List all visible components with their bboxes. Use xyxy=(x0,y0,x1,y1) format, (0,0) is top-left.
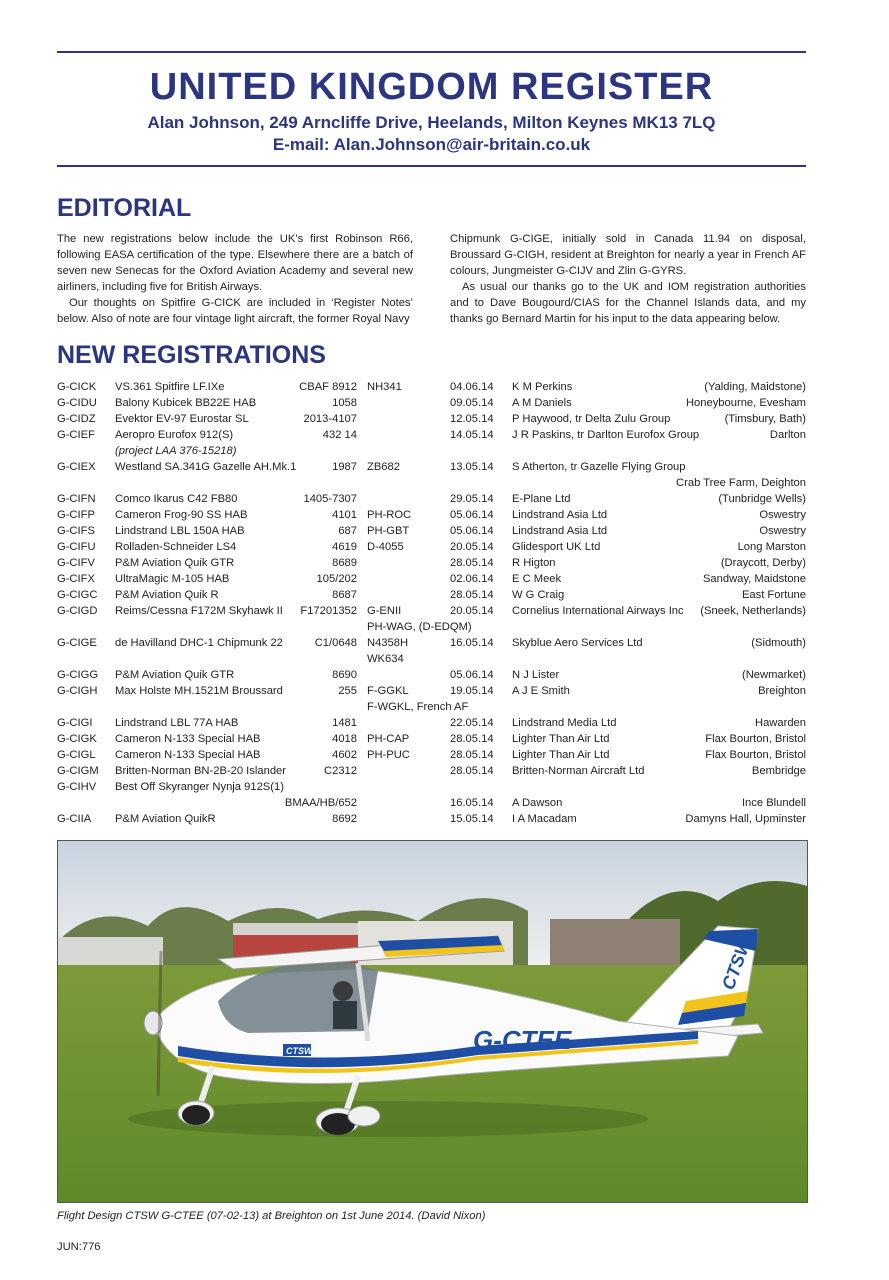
editorial-paragraph-1: The new registrations below include the UK’s first Robinson R66, following EASA certification of the type. Elsewhere there are a batch of seven new Senecas for the Oxford Aviation Academy and several new airliners, including five for British Airways. xyxy=(57,233,413,293)
location-cell: Long Marston xyxy=(737,541,806,553)
registration-cell: G-CIFV xyxy=(57,557,95,569)
registration-date-cell: 16.05.14 xyxy=(450,797,494,809)
registration-date-cell: 15.05.14 xyxy=(450,813,494,825)
previous-identity-cell: NH341 xyxy=(367,381,402,393)
registration-date-cell: 28.05.14 xyxy=(450,749,494,761)
location-cell: East Fortune xyxy=(741,589,806,601)
owner-cell: A Dawson xyxy=(512,797,563,809)
table-row xyxy=(57,811,806,827)
location-cell: (Draycott, Derby) xyxy=(720,557,806,569)
previous-identity-cell: PH-GBT xyxy=(367,525,410,537)
constructor-number-cell: 255 xyxy=(338,685,357,697)
registration-cell: G-CIFP xyxy=(57,509,95,521)
table-row xyxy=(57,491,806,507)
constructor-number-cell: 4101 xyxy=(332,509,357,521)
constructor-number-cell: 4018 xyxy=(332,733,357,745)
table-row xyxy=(57,587,806,603)
table-row xyxy=(57,699,806,715)
table-row xyxy=(57,731,806,747)
location-cell: Bembridge xyxy=(751,765,806,777)
tail-marking: CTSW xyxy=(717,935,755,993)
owner-cell: I A Macadam xyxy=(512,813,577,825)
table-row xyxy=(57,795,806,811)
owner-cell: K M Perkins xyxy=(512,381,573,393)
owner-cell: A M Daniels xyxy=(512,397,572,409)
owner-cell: Lindstrand Media Ltd xyxy=(512,717,617,729)
aircraft-type-cell: Reims/Cessna F172M Skyhawk II xyxy=(115,605,283,617)
owner-cell: Lindstrand Asia Ltd xyxy=(512,525,608,537)
header-bottom-rule xyxy=(57,165,806,167)
aircraft-type-cell: Lindstrand LBL 150A HAB xyxy=(115,525,245,537)
registration-date-cell: 28.05.14 xyxy=(450,765,494,777)
registration-cell: G-CIGM xyxy=(57,765,99,777)
constructor-number-cell: BMAA/HB/652 xyxy=(284,797,357,809)
aircraft-type-cell: P&M Aviation Quik R xyxy=(115,589,219,601)
registration-date-cell: 14.05.14 xyxy=(450,429,494,441)
location-cell: (Yalding, Maidstone) xyxy=(704,381,806,393)
registration-cell: G-CIGL xyxy=(57,749,96,761)
registration-cell: G-CIGH xyxy=(57,685,98,697)
editorial-paragraph-2-part-2: Chipmunk G-CIGE, initially sold in Canada 11.94 on disposal, Broussard G-CIGH, resident at Breighton for nearly a year in French AF colours, Jungmeister G-CIJV and Zlin G-GYRS. xyxy=(450,233,806,277)
registration-date-cell: 16.05.14 xyxy=(450,637,494,649)
editor-email: E-mail: Alan.Johnson@air-britain.co.uk xyxy=(272,135,591,154)
table-row xyxy=(57,379,806,395)
location-cell: (Timsbury, Bath) xyxy=(724,413,806,425)
aircraft-type-cell: Max Holste MH.1521M Broussard xyxy=(115,685,283,697)
registration-date-cell: 05.06.14 xyxy=(450,525,494,537)
previous-identity-cell: WK634 xyxy=(367,653,404,665)
location-cell: Damyns Hall, Upminster xyxy=(685,813,806,825)
registration-cell: G-CIGI xyxy=(57,717,93,729)
constructor-number-cell: C1/0648 xyxy=(314,637,357,649)
previous-identity-cell: ZB682 xyxy=(367,461,400,473)
owner-cell: R Higton xyxy=(512,557,556,569)
aircraft-type-cell: VS.361 Spitfire LF.IXe xyxy=(115,381,225,393)
owner-cell: J R Paskins, tr Darlton Eurofox Group xyxy=(512,429,700,441)
constructor-number-cell: 4602 xyxy=(332,749,357,761)
aircraft-type-cell: Evektor EV-97 Eurostar SL xyxy=(115,413,249,425)
registration-date-cell: 20.05.14 xyxy=(450,605,494,617)
registration-date-cell: 28.05.14 xyxy=(450,589,494,601)
location-cell: Hawarden xyxy=(755,717,806,729)
aircraft-type-cell: (project LAA 376-15218) xyxy=(115,445,237,457)
owner-cell: Lighter Than Air Ltd xyxy=(512,733,610,745)
table-row xyxy=(57,667,806,683)
registration-cell: G-CIGE xyxy=(57,637,97,649)
constructor-number-cell: 1058 xyxy=(332,397,357,409)
registration-cell: G-CIGC xyxy=(57,589,98,601)
aircraft-type-cell: UltraMagic M-105 HAB xyxy=(115,573,230,585)
previous-identity-cell: G-ENII xyxy=(367,605,402,617)
table-row xyxy=(57,571,806,587)
registration-cell: G-CIGK xyxy=(57,733,97,745)
registration-cell: G-CIIA xyxy=(57,813,92,825)
constructor-number-cell: 105/202 xyxy=(316,573,357,585)
aircraft-type-cell: Best Off Skyranger Nynja 912S(1) xyxy=(115,781,284,793)
location-cell: Honeybourne, Evesham xyxy=(685,397,806,409)
location-cell: (Newmarket) xyxy=(741,669,806,681)
table-row xyxy=(57,651,806,667)
registration-marking: G-CTEE xyxy=(473,1025,572,1055)
previous-identity-cell: D-4055 xyxy=(367,541,404,553)
aircraft-type-cell: Aeropro Eurofox 912(S) xyxy=(115,429,234,441)
owner-cell: Glidesport UK Ltd xyxy=(512,541,601,553)
aircraft-type-cell: Rolladen-Schneider LS4 xyxy=(115,541,237,553)
owner-cell: P Haywood, tr Delta Zulu Group xyxy=(512,413,671,425)
aircraft-type-cell: Cameron N-133 Special HAB xyxy=(115,733,261,745)
editorial-column-right xyxy=(450,231,806,327)
constructor-number-cell: 8687 xyxy=(332,589,357,601)
previous-identity-cell: PH-CAP xyxy=(367,733,410,745)
table-row xyxy=(57,411,806,427)
location-cell: Flax Bourton, Bristol xyxy=(705,733,806,745)
owner-cell: S Atherton, tr Gazelle Flying Group xyxy=(512,461,686,473)
table-row xyxy=(57,443,806,459)
location-cell: Ince Blundell xyxy=(741,797,806,809)
registration-date-cell: 13.05.14 xyxy=(450,461,494,473)
registration-date-cell: 20.05.14 xyxy=(450,541,494,553)
registration-date-cell: 05.06.14 xyxy=(450,669,494,681)
table-row xyxy=(57,459,806,475)
page-title: UNITED KINGDOM REGISTER xyxy=(149,66,714,108)
registration-cell: G-CIFU xyxy=(57,541,96,553)
registration-cell: G-CIFN xyxy=(57,493,96,505)
owner-cell: Skyblue Aero Services Ltd xyxy=(512,637,643,649)
table-row xyxy=(57,395,806,411)
previous-identity-cell: PH-WAG, (D-EDQM) xyxy=(367,621,472,633)
previous-identity-cell: PH-ROC xyxy=(367,509,412,521)
photo-caption: Flight Design CTSW G-CTEE (07-02-13) at Breighton on 1st June 2014. (David Nixon) xyxy=(57,1210,486,1222)
constructor-number-cell: 8689 xyxy=(332,557,357,569)
constructor-number-cell: 1987 xyxy=(332,461,357,473)
editorial-column-left xyxy=(57,231,413,327)
owner-cell: Lindstrand Asia Ltd xyxy=(512,509,608,521)
table-row xyxy=(57,539,806,555)
registration-cell: G-CICK xyxy=(57,381,97,393)
owner-cell: N J Lister xyxy=(512,669,560,681)
constructor-number-cell: F17201352 xyxy=(300,605,357,617)
registration-cell: G-CIDU xyxy=(57,397,97,409)
table-row xyxy=(57,619,806,635)
constructor-number-cell: C2312 xyxy=(324,765,357,777)
aircraft-type-cell: P&M Aviation Quik GTR xyxy=(115,669,235,681)
table-row xyxy=(57,507,806,523)
constructor-number-cell: 432 14 xyxy=(322,429,357,441)
editorial-paragraph-2-part-1: Our thoughts on Spitfire G-CICK are included in ‘Register Notes’ below. Also of note are four vintage light aircraft, the former Royal Navy xyxy=(57,297,413,325)
owner-cell: Lighter Than Air Ltd xyxy=(512,749,610,761)
table-row xyxy=(57,555,806,571)
table-row xyxy=(57,779,806,795)
registration-cell: G-CIDZ xyxy=(57,413,96,425)
constructor-number-cell: 1481 xyxy=(332,717,357,729)
registration-date-cell: 28.05.14 xyxy=(450,557,494,569)
editor-address: Alan Johnson, 249 Arncliffe Drive, Heelands, Milton Keynes MK13 7LQ xyxy=(147,113,716,132)
location-cell: Sandway, Maidstone xyxy=(702,573,806,585)
location-cell: Flax Bourton, Bristol xyxy=(705,749,806,761)
table-row xyxy=(57,747,806,763)
constructor-number-cell: 8690 xyxy=(332,669,357,681)
aircraft-photo xyxy=(57,840,808,1203)
aircraft-type-cell: Balony Kubicek BB22E HAB xyxy=(115,397,257,409)
aircraft-type-cell: de Havilland DHC-1 Chipmunk 22 xyxy=(115,637,283,649)
aircraft-type-cell: Cameron N-133 Special HAB xyxy=(115,749,261,761)
owner-cell: E-Plane Ltd xyxy=(512,493,571,505)
registration-cell: G-CIEX xyxy=(57,461,96,473)
location-cell: (Sidmouth) xyxy=(751,637,806,649)
previous-identity-cell: N4358H xyxy=(367,637,409,649)
registration-cell: G-CIFS xyxy=(57,525,95,537)
owner-cell: W G Craig xyxy=(512,589,565,601)
aircraft-type-cell: Britten-Norman BN-2B-20 Islander xyxy=(115,765,286,777)
location-cell: (Tunbridge Wells) xyxy=(718,493,806,505)
previous-identity-cell: F-WGKL, French AF xyxy=(367,701,469,713)
aircraft-type-cell: Cameron Frog-90 SS HAB xyxy=(115,509,248,521)
aircraft-type-cell: Westland SA.341G Gazelle AH.Mk.1 xyxy=(115,461,297,473)
previous-identity-cell: F-GGKL xyxy=(367,685,409,697)
registrations-table xyxy=(57,379,806,827)
owner-cell: E C Meek xyxy=(512,573,562,585)
constructor-number-cell: 8692 xyxy=(332,813,357,825)
page-folio: JUN:776 xyxy=(57,1241,101,1253)
location-cell: Darlton xyxy=(769,429,806,441)
registration-date-cell: 28.05.14 xyxy=(450,733,494,745)
fuselage-badge: CTSW xyxy=(286,1046,313,1056)
owner-cell: A J E Smith xyxy=(512,685,570,697)
table-row xyxy=(57,683,806,699)
table-row xyxy=(57,763,806,779)
owner-cell: Cornelius International Airways Inc xyxy=(512,605,684,617)
registration-date-cell: 19.05.14 xyxy=(450,685,494,697)
registration-date-cell: 29.05.14 xyxy=(450,493,494,505)
registration-cell: G-CIFX xyxy=(57,573,95,585)
constructor-number-cell: 687 xyxy=(338,525,357,537)
previous-identity-cell: PH-PUC xyxy=(367,749,410,761)
header-top-rule xyxy=(57,51,806,53)
table-row xyxy=(57,603,806,619)
owner-cell: Britten-Norman Aircraft Ltd xyxy=(512,765,645,777)
editorial-paragraph-3: As usual our thanks go to the UK and IOM registration authorities and to Dave Bougourd/CIAS for the Channel Islands data, and my thanks go Bernard Martin for his input to the data appearing below. xyxy=(450,281,806,325)
location-cell: (Sneek, Netherlands) xyxy=(700,605,806,617)
table-row xyxy=(57,523,806,539)
table-row xyxy=(57,475,806,491)
registration-cell: G-CIHV xyxy=(57,781,97,793)
new-registrations-heading: NEW REGISTRATIONS xyxy=(57,341,326,369)
aircraft-type-cell: Lindstrand LBL 77A HAB xyxy=(115,717,239,729)
registration-date-cell: 04.06.14 xyxy=(450,381,494,393)
constructor-number-cell: CBAF 8912 xyxy=(299,381,357,393)
aircraft-type-cell: P&M Aviation QuikR xyxy=(115,813,216,825)
registration-cell: G-CIEF xyxy=(57,429,95,441)
table-row xyxy=(57,635,806,651)
aircraft-type-cell: P&M Aviation Quik GTR xyxy=(115,557,235,569)
location-cell: Oswestry xyxy=(759,525,806,537)
aircraft-type-cell: Comco Ikarus C42 FB80 xyxy=(115,493,238,505)
location-cell: Oswestry xyxy=(759,509,806,521)
registration-date-cell: 22.05.14 xyxy=(450,717,494,729)
location-cell: Crab Tree Farm, Deighton xyxy=(676,477,806,489)
table-row xyxy=(57,427,806,443)
constructor-number-cell: 2013-4107 xyxy=(303,413,357,425)
registration-date-cell: 12.05.14 xyxy=(450,413,494,425)
registration-cell: G-CIGD xyxy=(57,605,98,617)
location-cell: Breighton xyxy=(758,685,806,697)
registration-date-cell: 02.06.14 xyxy=(450,573,494,585)
registration-date-cell: 09.05.14 xyxy=(450,397,494,409)
constructor-number-cell: 4619 xyxy=(332,541,357,553)
table-row xyxy=(57,715,806,731)
constructor-number-cell: 1405-7307 xyxy=(303,493,357,505)
editorial-heading: EDITORIAL xyxy=(57,194,192,222)
registration-cell: G-CIGG xyxy=(57,669,99,681)
registration-date-cell: 05.06.14 xyxy=(450,509,494,521)
